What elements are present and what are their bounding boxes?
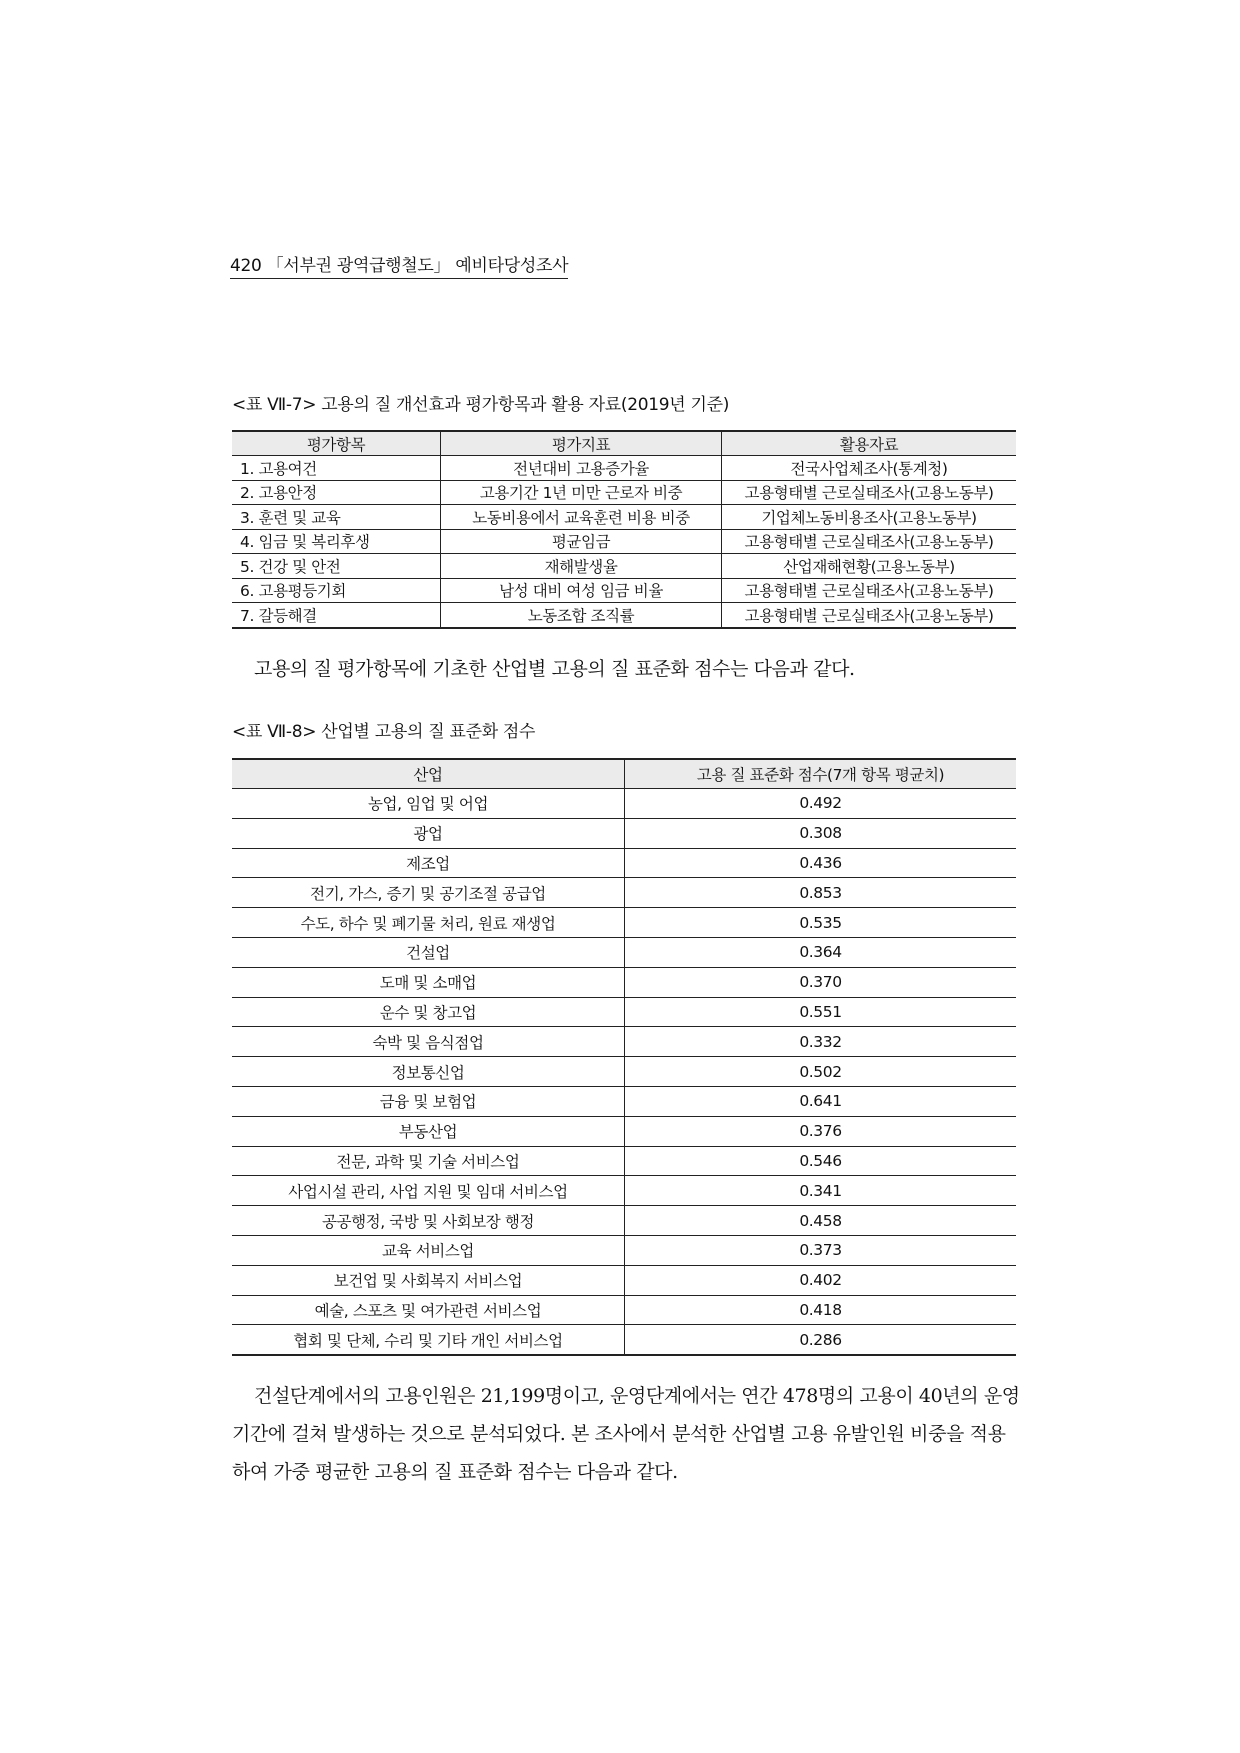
table-row	[232, 1116, 1016, 1146]
table-cell: 고용형태별 근로실태조사(고용노동부)	[722, 480, 1017, 505]
table-cell: 교육 서비스업	[232, 1235, 625, 1265]
table-row	[232, 1295, 1016, 1325]
table-row	[232, 1086, 1016, 1116]
table-cell: 예술, 스포츠 및 여가관련 서비스업	[232, 1295, 625, 1325]
table-cell: 고용기간 1년 미만 근로자 비중	[441, 480, 722, 505]
table-cell: 재해발생율	[441, 554, 722, 579]
table-cell: 운수 및 창고업	[232, 997, 625, 1027]
table-row	[232, 848, 1016, 878]
table-cell: 0.458	[625, 1206, 1017, 1236]
table1-body	[232, 456, 1016, 628]
table1-caption: <표 Ⅶ-7> 고용의 질 개선효과 평가항목과 활용 자료(2019년 기준)	[232, 395, 730, 415]
table-row	[232, 603, 1016, 628]
column-header: 산업	[232, 759, 625, 789]
table-row	[232, 1146, 1016, 1176]
table-cell: 전국사업체조사(통계청)	[722, 456, 1017, 481]
table-cell: 0.376	[625, 1116, 1017, 1146]
table-cell: 숙박 및 음식점업	[232, 1027, 625, 1057]
table-cell: 제조업	[232, 848, 625, 878]
table-cell: 사업시설 관리, 사업 지원 및 임대 서비스업	[232, 1176, 625, 1206]
table-cell: 0.535	[625, 908, 1017, 938]
table-cell: 0.436	[625, 848, 1017, 878]
table-cell: 노동비용에서 교육훈련 비용 비중	[441, 505, 722, 530]
table-row	[232, 1176, 1016, 1206]
table-cell: 0.402	[625, 1265, 1017, 1295]
table-cell: 고용형태별 근로실태조사(고용노동부)	[744, 606, 994, 625]
paragraph-1: 고용의 질 평가항목에 기초한 산업별 고용의 질 표준화 점수는 다음과 같다.	[254, 658, 855, 680]
table-row	[232, 505, 1016, 530]
column-header: 평가항목	[232, 431, 441, 456]
table-cell: 정보통신업	[232, 1057, 625, 1087]
table-row	[232, 878, 1016, 908]
table-cell: 0.341	[625, 1176, 1017, 1206]
table-cell: 건설업	[232, 937, 625, 967]
column-header: 고용 질 표준화 점수(7개 항목 평균치)	[625, 759, 1017, 789]
column-header: 평가지표	[441, 431, 722, 456]
table-cell: 광업	[232, 818, 625, 848]
table-cell: 0.546	[625, 1146, 1017, 1176]
table-cell: 남성 대비 여성 임금 비율	[441, 578, 722, 603]
table-row	[232, 1206, 1016, 1236]
table-row	[232, 554, 1016, 579]
table-row	[232, 529, 1016, 554]
table-cell: 4. 임금 및 복리후생	[232, 529, 441, 554]
table-cell: 5. 건강 및 안전	[232, 554, 441, 579]
table-cell: 전문, 과학 및 기술 서비스업	[232, 1146, 625, 1176]
table2-caption: <표 Ⅶ-8> 산업별 고용의 질 표준화 점수	[232, 722, 536, 742]
table-cell: 1. 고용여건	[232, 456, 441, 481]
table-cell: 7. 갈등해결	[232, 603, 441, 628]
paragraph-2: 건설단계에서의 고용인원은 21,199명이고, 운영단계에서는 연간 478명의 고용이 40년의 운영기간에 걸쳐 발생하는 것으로 분석되었다. 본 조사에서 분석한 산업별 고용 유발인원 비중을 적용하여 가중 평균한 고용의 질 표준화 점수는 다음과 같다.	[232, 1385, 1020, 1483]
table-row	[232, 1057, 1016, 1087]
table-row	[232, 1027, 1016, 1057]
table-cell: 고용형태별 근로실태조사(고용노동부)	[722, 529, 1017, 554]
table-cell: 0.502	[625, 1057, 1017, 1087]
table-cell: 0.308	[625, 818, 1017, 848]
table-row	[232, 456, 1016, 481]
table-cell: 0.286	[799, 1330, 842, 1349]
table-cell: 평균임금	[441, 529, 722, 554]
table-cell: 2. 고용안정	[232, 480, 441, 505]
table-cell: 보건업 및 사회복지 서비스업	[232, 1265, 625, 1295]
table-row	[232, 997, 1016, 1027]
table-cell: 0.853	[625, 878, 1017, 908]
table-row	[232, 789, 1016, 819]
table-cell: 농업, 임업 및 어업	[232, 789, 625, 819]
table-cell: 0.551	[625, 997, 1017, 1027]
table-row	[232, 818, 1016, 848]
table-cell: 6. 고용평등기회	[232, 578, 441, 603]
table-cell: 0.641	[625, 1086, 1017, 1116]
table2-body	[232, 789, 1016, 1356]
table-cell: 3. 훈련 및 교육	[232, 505, 441, 530]
table-cell: 0.364	[625, 937, 1017, 967]
page-header: 420 「서부권 광역급행철도」 예비타당성조사	[230, 251, 568, 279]
table-cell: 0.418	[625, 1295, 1017, 1325]
table-cell: 0.370	[625, 967, 1017, 997]
table-cell: 산업재해현황(고용노동부)	[722, 554, 1017, 579]
table-row	[232, 1235, 1016, 1265]
table-cell: 전년대비 고용증가율	[441, 456, 722, 481]
table-cell: 공공행정, 국방 및 사회보장 행정	[232, 1206, 625, 1236]
table-cell: 0.332	[625, 1027, 1017, 1057]
table-cell: 노동조합 조직률	[441, 603, 722, 628]
table-cell: 0.492	[625, 789, 1017, 819]
table-header-row	[232, 759, 1016, 789]
table-cell: 도매 및 소매업	[232, 967, 625, 997]
column-header: 활용자료	[722, 431, 1017, 456]
table-row	[232, 908, 1016, 938]
table-header-row	[232, 431, 1016, 456]
table-cell: 협회 및 단체, 수리 및 기타 개인 서비스업	[232, 1325, 625, 1355]
table-row	[232, 1325, 1016, 1355]
table-row	[232, 967, 1016, 997]
table-cell: 전기, 가스, 증기 및 공기조절 공급업	[232, 878, 625, 908]
table-row	[232, 1265, 1016, 1295]
table-row	[232, 578, 1016, 603]
table-row	[232, 937, 1016, 967]
table-cell: 0.373	[625, 1235, 1017, 1265]
industry-score-table	[232, 758, 1016, 1356]
table-cell: 고용형태별 근로실태조사(고용노동부)	[722, 578, 1017, 603]
table-cell: 수도, 하수 및 폐기물 처리, 원료 재생업	[232, 908, 625, 938]
evaluation-items-table	[232, 430, 1016, 629]
table-cell: 기업체노동비용조사(고용노동부)	[722, 505, 1017, 530]
table-cell: 금융 및 보험업	[232, 1086, 625, 1116]
table-cell: 부동산업	[232, 1116, 625, 1146]
table-row	[232, 480, 1016, 505]
